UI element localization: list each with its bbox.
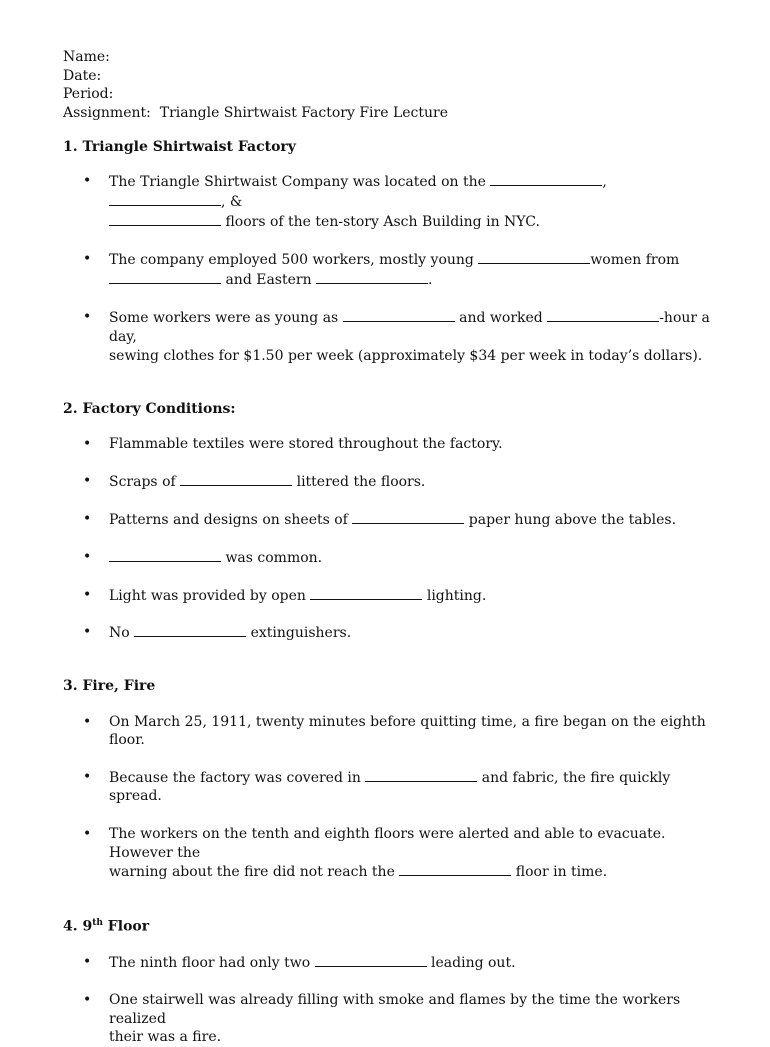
- superscript: th: [92, 917, 103, 928]
- list-item: [63, 623, 713, 643]
- text: their was a fire.: [109, 1029, 222, 1046]
- text: lighting.: [422, 587, 487, 604]
- list-item: [63, 308, 713, 365]
- assignment-label: Assignment:: [63, 104, 151, 121]
- blank: [490, 172, 602, 186]
- text: The Triangle Shirtwaist Company was located on the: [109, 174, 491, 191]
- text: littered the floors.: [292, 473, 426, 490]
- blank: [547, 308, 659, 322]
- date-line: Date:: [63, 67, 102, 84]
- list-item: [63, 435, 713, 454]
- text: , &: [221, 193, 243, 210]
- period-line: Period:: [63, 86, 114, 103]
- text: paper hung above the tables.: [464, 512, 677, 529]
- text: warning about the fire did not reach the: [109, 864, 400, 881]
- blank: [399, 862, 511, 876]
- text: and Eastern: [221, 271, 317, 288]
- blank: [315, 953, 427, 967]
- text: .: [428, 271, 433, 288]
- list-item: [63, 548, 713, 568]
- section-4-list: [63, 953, 713, 1047]
- text: The ninth floor had only two: [109, 954, 315, 971]
- text: women from: [590, 252, 680, 269]
- list-item: [63, 172, 713, 231]
- text: The company employed 500 workers, mostly young: [109, 252, 479, 269]
- text: Scraps of: [109, 473, 181, 490]
- blank: [316, 270, 428, 284]
- section-1-list: [63, 172, 713, 365]
- section-3-list: [63, 713, 713, 882]
- list-item: [63, 472, 713, 492]
- text: Flammable textiles were stored throughout the factory.: [109, 436, 503, 453]
- text: was common.: [221, 549, 323, 566]
- text: Some workers were as young as: [109, 310, 343, 327]
- blank: [343, 308, 455, 322]
- text: Patterns and designs on sheets of: [109, 512, 353, 529]
- name-line: Name:: [63, 49, 110, 65]
- list-item: [63, 825, 713, 882]
- blank: [352, 510, 464, 524]
- section-2-title: 2. Factory Conditions:: [63, 401, 236, 418]
- text: The workers on the tenth and eighth floors were alerted and able to evacuate. However the: [109, 826, 666, 861]
- worksheet: [63, 48, 713, 1047]
- section-2-list: [63, 435, 713, 643]
- assignment-title: Triangle Shirtwaist Factory Fire Lecture: [159, 104, 449, 121]
- text: ,: [602, 174, 607, 191]
- section-3-title: 3. Fire, Fire: [63, 677, 156, 694]
- list-item: [63, 953, 713, 973]
- text: leading out.: [426, 954, 516, 971]
- section-1-title: 1. Triangle Shirtwaist Factory: [63, 139, 296, 156]
- text: -hour a day,: [109, 310, 710, 345]
- text: 4. 9: [63, 918, 93, 935]
- student-info: [63, 48, 713, 122]
- text: sewing clothes for $1.50 per week (approximately $34 per week in today’s dollars).: [109, 347, 703, 364]
- section-4-title: [63, 918, 713, 935]
- list-item: [63, 510, 713, 530]
- list-item: [63, 991, 713, 1047]
- list-item: [63, 250, 713, 289]
- text: floor in time.: [511, 864, 608, 881]
- list-item: [63, 768, 713, 806]
- text: No: [109, 625, 135, 642]
- blank: [109, 548, 221, 562]
- list-item: [63, 713, 713, 750]
- text: floors of the ten-story Asch Building in NYC.: [221, 213, 540, 230]
- text: On March 25, 1911, twenty minutes before quitting time, a fire began on the eighth floor.: [109, 713, 706, 749]
- text: and worked: [454, 310, 548, 327]
- text: Because the factory was covered in: [109, 769, 366, 786]
- text: Light was provided by open: [109, 587, 311, 604]
- blank: [310, 586, 422, 600]
- text: One stairwell was already filling with smoke and flames by the time the workers realized: [109, 992, 681, 1027]
- text: Floor: [102, 918, 150, 935]
- blank: [109, 270, 221, 284]
- list-item: [63, 586, 713, 606]
- blank: [109, 212, 221, 226]
- blank: [109, 192, 221, 206]
- blank: [134, 623, 246, 637]
- blank: [365, 768, 477, 782]
- text: and fabric, the fire quickly spread.: [109, 769, 671, 805]
- assignment-line: [63, 104, 713, 123]
- blank: [478, 250, 590, 264]
- text: extinguishers.: [246, 625, 352, 642]
- blank: [180, 472, 292, 486]
